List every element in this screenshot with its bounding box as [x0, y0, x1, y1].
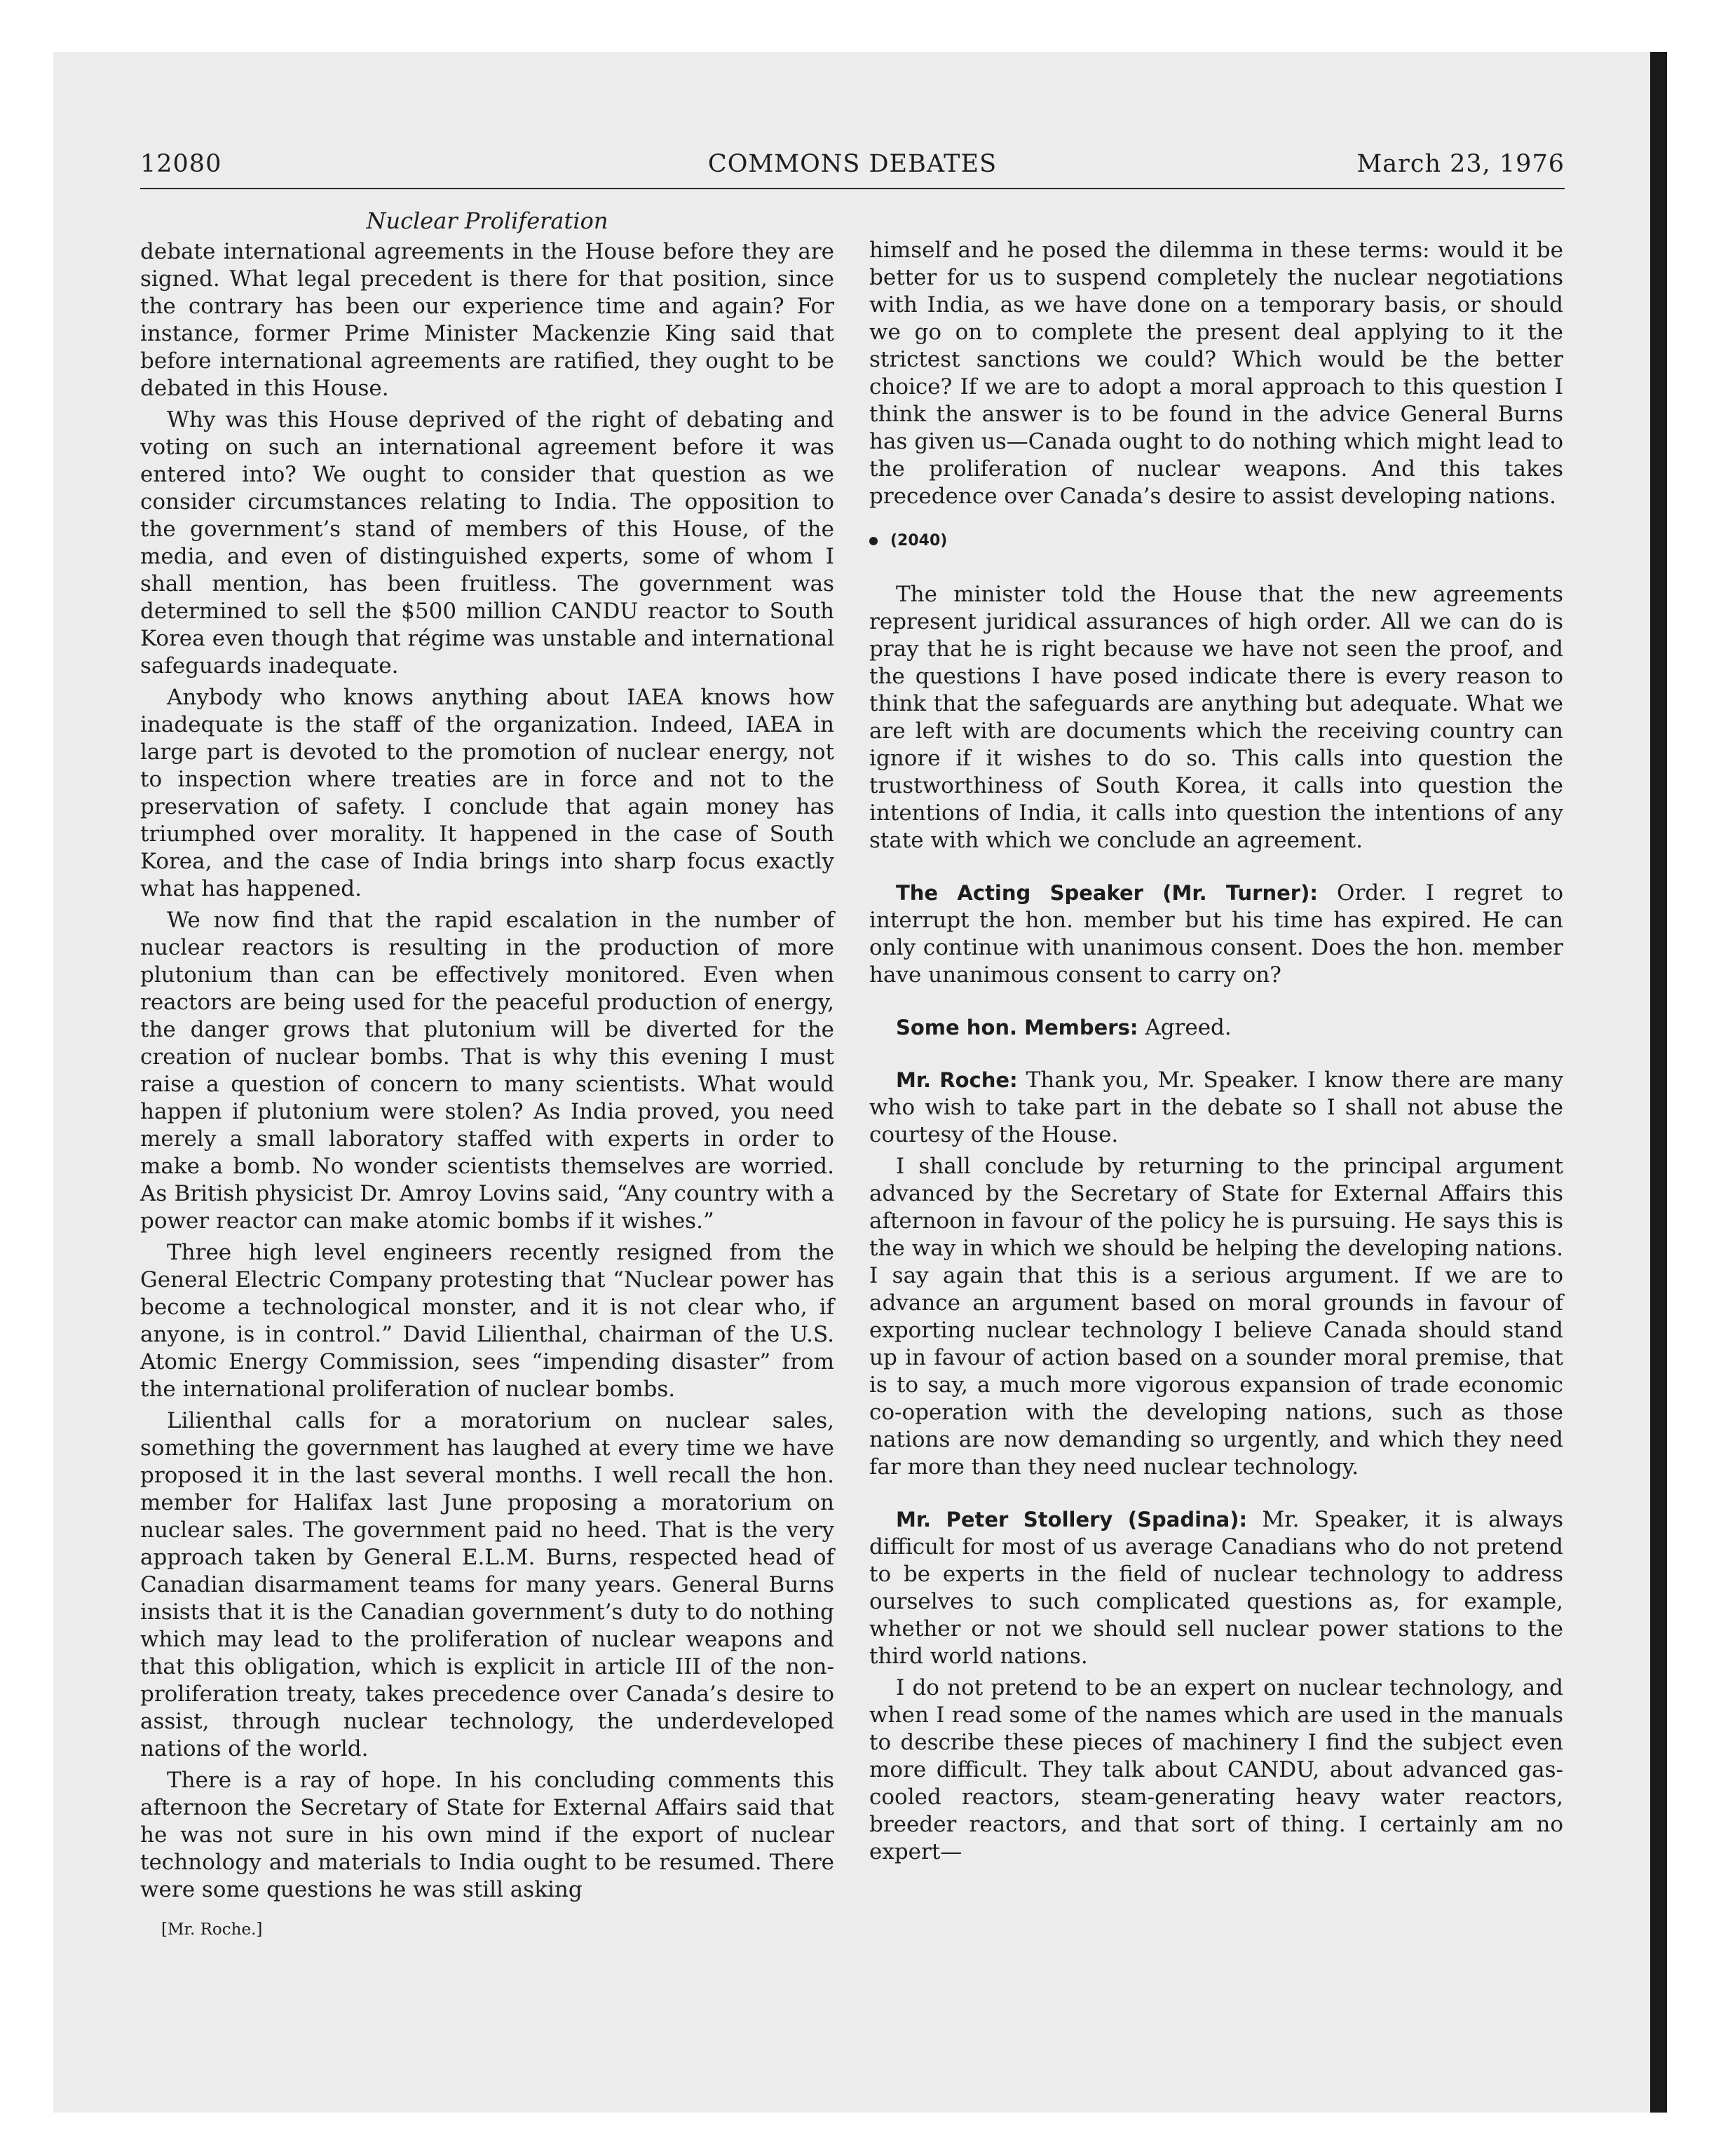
- subject-heading: Nuclear Proliferation: [366, 207, 608, 234]
- header-rule: [140, 188, 1565, 189]
- speech-text: Mr. Speaker, it is always difficult for most of us average Canadians who do not pretend to be experts in the field of nuclear technology to address ourselves to such complicated questions as, for example, whether or not we should sell nuclear power stations to the third world nations.: [869, 1507, 1563, 1669]
- page-header: [140, 150, 1565, 192]
- page-number: 12080: [140, 150, 222, 178]
- speaker-attribution: [Mr. Roche.]: [161, 1920, 263, 1939]
- speaker-name: The Acting Speaker (Mr. Turner):: [896, 881, 1318, 905]
- paragraph: The minister told the House that the new agreements represent juridical assurances of high order. All we can do is pray that he is right because we have not seen the proof, and the questions I have posed indicate there is every reason to think that the safeguards are anything but adequate. What we are left with are documents which the receiving country can ignore if it wishes to do so. This calls into question the trustworthiness of South Korea, it calls into question the intentions of India, it calls into question the intentions of any state with which we conclude an agreement.: [869, 582, 1563, 853]
- time-marker-text: (2040): [890, 532, 948, 550]
- paragraph: himself and he posed the dilemma in these terms: would it be better for us to suspend completely the nuclear negotiations with India, as we have done on a temporary basis, or should we go on to complete the present deal applying to it the strictest sanctions we could? Which would be the better choice? If we are to adopt a moral approach to this question I think the answer is to be found in the advice General Burns has given us—Canada ought to do nothing which might lead to the proliferation of nuclear weapons. And this takes precedence over Canada’s desire to assist developing nations.: [869, 238, 1563, 509]
- speech-text: Thank you, Mr. Speaker. I know there are many who wish to take part in the debate so I shall not abuse the courtesy of the House.: [869, 1067, 1564, 1147]
- right-column: [869, 237, 1563, 1870]
- publication-title: COMMONS DEBATES: [707, 150, 998, 178]
- speech-text: Order. I regret to interrupt the hon. member but his time has expired. He can only continue with unanimous consent. Does the hon. member have unanimous consent to carry on?: [869, 880, 1563, 988]
- speaker-name: Mr. Peter Stollery (Spadina):: [896, 1508, 1248, 1531]
- paragraph: I shall conclude by returning to the principal argument advanced by the Secretary of State for External Affairs this afternoon in favour of the policy he is pursuing. He says this is the way in which we should be helping the developing nations. I say again that this is a serious argument. If we are to advance an argument based on moral grounds in favour of exporting nuclear technology I believe Canada should stand up in favour of action based on a sounder moral premise, that is to say, a much more vigorous expansion of trade economic co-operation with the developing nations, such as those nations are now demanding so urgently, and which they need far more than they need nuclear technology.: [869, 1154, 1563, 1480]
- paragraph: debate international agreements in the House before they are signed. What legal precedent is there for that position, since the contrary has been our experience time and again? For instance, former Prime Minister Mackenzie King said that before international agreements are ratified, they ought to be debated in this House.: [140, 239, 834, 401]
- scan-edge-shadow: [1650, 52, 1667, 2113]
- paragraph: Why was this House deprived of the right of debating and voting on such an international agreement before it was entered into? We ought to consider that question as we consider circumstances relating to India. The opposition to the government’s stand of members of this House, of the media, and even of distinguished experts, some of whom I shall mention, has been fruitless. The government was determined to sell the $500 million CANDU reactor to South Korea even though that régime was unstable and international safeguards inadequate.: [140, 407, 834, 678]
- paragraph: I do not pretend to be an expert on nuclear technology, and when I read some of the names which are used in the manuals to describe these pieces of machinery I find the subject even more difficult. They talk about CANDU, about advanced gas-cooled reactors, steam-generating heavy water reactors, breeder reactors, and that sort of thing. I certainly am no expert—: [869, 1675, 1563, 1864]
- speaker-name: Some hon. Members:: [896, 1016, 1138, 1039]
- paragraph: Lilienthal calls for a moratorium on nuclear sales, something the government has laughed at every time we have proposed it in the last several months. I well recall the hon. member for Halifax last June proposing a moratorium on nuclear sales. The government paid no heed. That is the very approach taken by General E.L.M. Burns, respected head of Canadian disarmament teams for many years. General Burns insists that it is the Canadian government’s duty to do nothing which may lead to the proliferation of nuclear weapons and that this obligation, which is explicit in article III of the non-proliferation treaty, takes precedence over Canada’s desire to assist, through nuclear technology, the underdeveloped nations of the world.: [140, 1408, 834, 1761]
- paragraph: We now find that the rapid escalation in the number of nuclear reactors is resulting in the production of more plutonium than can be effectively monitored. Even when reactors are being used for the peaceful production of energy, the danger grows that plutonium will be diverted for the creation of nuclear bombs. That is why this evening I must raise a question of concern to many scientists. What would happen if plutonium were stolen? As India proved, you need merely a small laboratory staffed with experts in order to make a bomb. No wonder scientists themselves are worried. As British physicist Dr. Amroy Lovins said, “Any country with a power reactor can make atomic bombs if it wishes.”: [140, 908, 834, 1234]
- bullet-dot-icon: [869, 537, 878, 545]
- speech-paragraph: [869, 880, 1563, 989]
- speaker-name: Mr. Roche:: [896, 1068, 1018, 1092]
- speech-text: Agreed.: [1145, 1015, 1232, 1040]
- time-marker: [869, 527, 1563, 554]
- speech-paragraph: [869, 1067, 1563, 1149]
- left-column: [140, 238, 834, 1944]
- paragraph: There is a ray of hope. In his concluding comments this afternoon the Secretary of State for External Affairs said that he was not sure in his own mind if the export of nuclear technology and materials to India ought to be resumed. There were some questions he was still asking: [140, 1768, 834, 1902]
- paragraph: Anybody who knows anything about IAEA knows how inadequate is the staff of the organization. Indeed, IAEA in large part is devoted to the promotion of nuclear energy, not to inspection where treaties are in force and not to the preservation of safety. I conclude that again money has triumphed over morality. It happened in the case of South Korea, and the case of India brings into sharp focus exactly what has happened.: [140, 685, 834, 901]
- speech-paragraph: [869, 1014, 1563, 1042]
- speech-paragraph: [869, 1506, 1563, 1670]
- issue-date: March 23, 1976: [1356, 150, 1565, 178]
- paragraph: Three high level engineers recently resigned from the General Electric Company protesting that “Nuclear power has become a technological monster, and it is not clear who, if anyone, is in control.” David Lilienthal, chairman of the U.S. Atomic Energy Commission, sees “impending disaster” from the international proliferation of nuclear bombs.: [140, 1240, 834, 1402]
